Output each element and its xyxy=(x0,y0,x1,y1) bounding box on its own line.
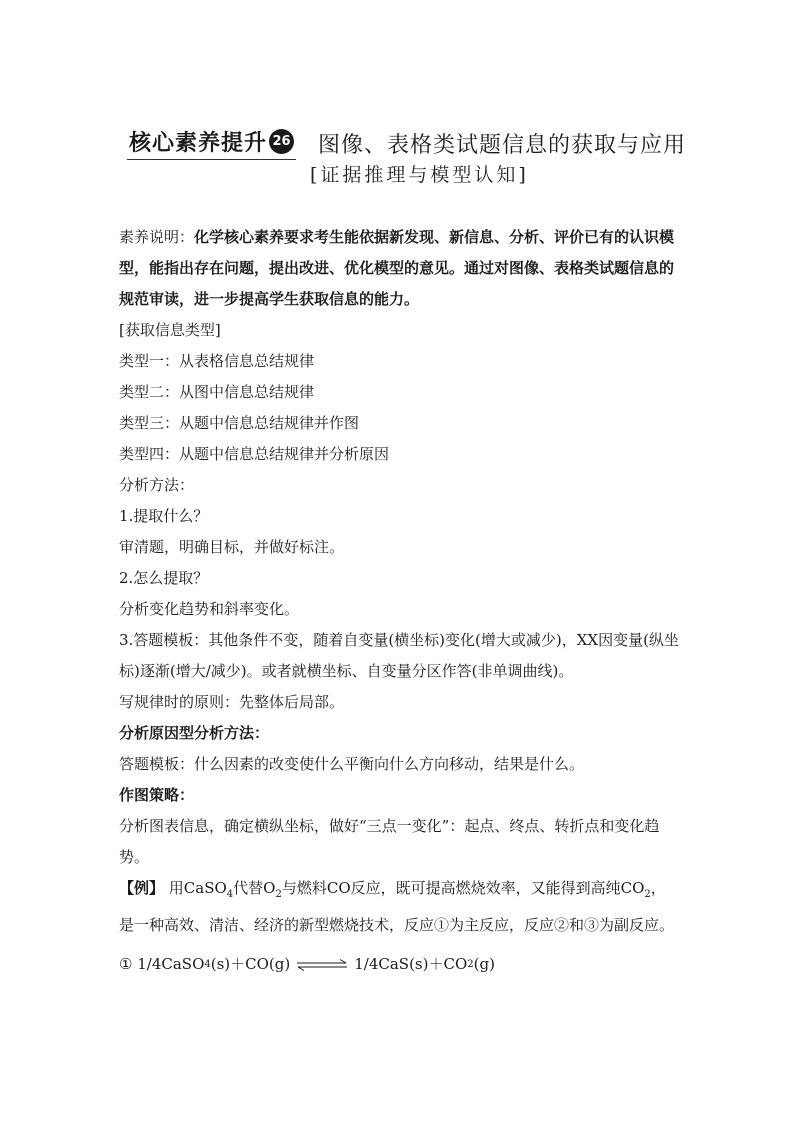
equilibrium-arrow-icon xyxy=(296,959,348,971)
intro-text: 化学核心素养要求考生能依据新发现、新信息、分析、评价已有的认识模型，能指出存在问题，提出改进、优化模型的意见。通过对图像、表格类试题信息的规范审读，进一步提高学生获取信息的能力。 xyxy=(119,228,675,308)
equation-left-sub: 4 xyxy=(204,959,211,970)
example-sub-a: 4 xyxy=(226,889,234,900)
type-item-2: 类型二：从图中信息总结规律 xyxy=(119,383,315,401)
equation-left-a: 1/4CaSO xyxy=(137,955,205,973)
example-label: 【例】 xyxy=(119,879,165,897)
types-heading: [获取信息类型] xyxy=(119,321,221,339)
draw-heading: 作图策略： xyxy=(119,786,195,804)
title-number-badge: 26 xyxy=(269,129,294,154)
type-item-4: 类型四：从题中信息总结规律并分析原因 xyxy=(119,445,390,463)
title-right: 图像、表格类试题信息的获取与应用 xyxy=(318,132,687,158)
intro-label: 素养说明： xyxy=(119,228,195,246)
reaction-equation xyxy=(119,949,679,980)
question-1: 1.提取什么？ xyxy=(119,507,209,525)
equation-right-sub: 2 xyxy=(467,959,474,970)
example-text-c: 与燃料CO反应，既可提高燃烧效率，又能得到高纯CO xyxy=(281,879,645,897)
question-3: 3.答题模板：其他条件不变，随着自变量(横坐标)变化(增大或减少)，XX因变量(纵坐标)逐渐(增大/减少)。或者就横坐标、自变量分区作答(非单调曲线)。 xyxy=(119,631,679,680)
equation-right-b: (g) xyxy=(473,955,495,973)
example-paragraph xyxy=(119,873,679,941)
example-sub-b: 2 xyxy=(275,889,282,900)
methods-heading: 分析方法： xyxy=(119,476,195,494)
example-text-a: 用CaSO xyxy=(168,879,227,897)
page-subtitle: [证据推理与模型认知] xyxy=(310,164,529,186)
cause-template: 答题模板：什么因素的改变使什么平衡向什么方向移动，结果是什么。 xyxy=(119,755,585,773)
document-body xyxy=(119,222,679,980)
type-item-3: 类型三：从题中信息总结规律并作图 xyxy=(119,414,360,432)
question-2: 2.怎么提取？ xyxy=(119,569,209,587)
type-item-1: 类型一：从表格信息总结规律 xyxy=(119,352,315,370)
equation-left-b: (s)＋CO(g) xyxy=(210,955,291,973)
answer-1: 审清题，明确目标，并做好标注。 xyxy=(119,538,345,556)
answer-2: 分析变化趋势和斜率变化。 xyxy=(119,600,300,618)
example-text-d: ，是一种高效、清洁、经济的新型燃烧技术，反应①为主反应，反应②和③为副反应。 xyxy=(119,879,675,934)
page-title xyxy=(127,126,686,160)
draw-text: 分析图表信息，确定横纵坐标，做好“三点一变化”：起点、终点、转折点和变化趋势。 xyxy=(119,817,660,866)
cause-heading: 分析原因型分析方法： xyxy=(119,724,270,742)
example-sub-c: 2 xyxy=(644,889,651,900)
principle-text: 写规律时的原则：先整体后局部。 xyxy=(119,693,345,711)
title-box xyxy=(127,126,296,160)
title-left: 核心素养提升 xyxy=(129,131,268,156)
intro-paragraph xyxy=(119,222,679,315)
equation-right-a: 1/4CaS(s)＋CO xyxy=(354,955,468,973)
example-text-b: 代替O xyxy=(233,879,276,897)
equation-mark: ① xyxy=(119,955,133,973)
